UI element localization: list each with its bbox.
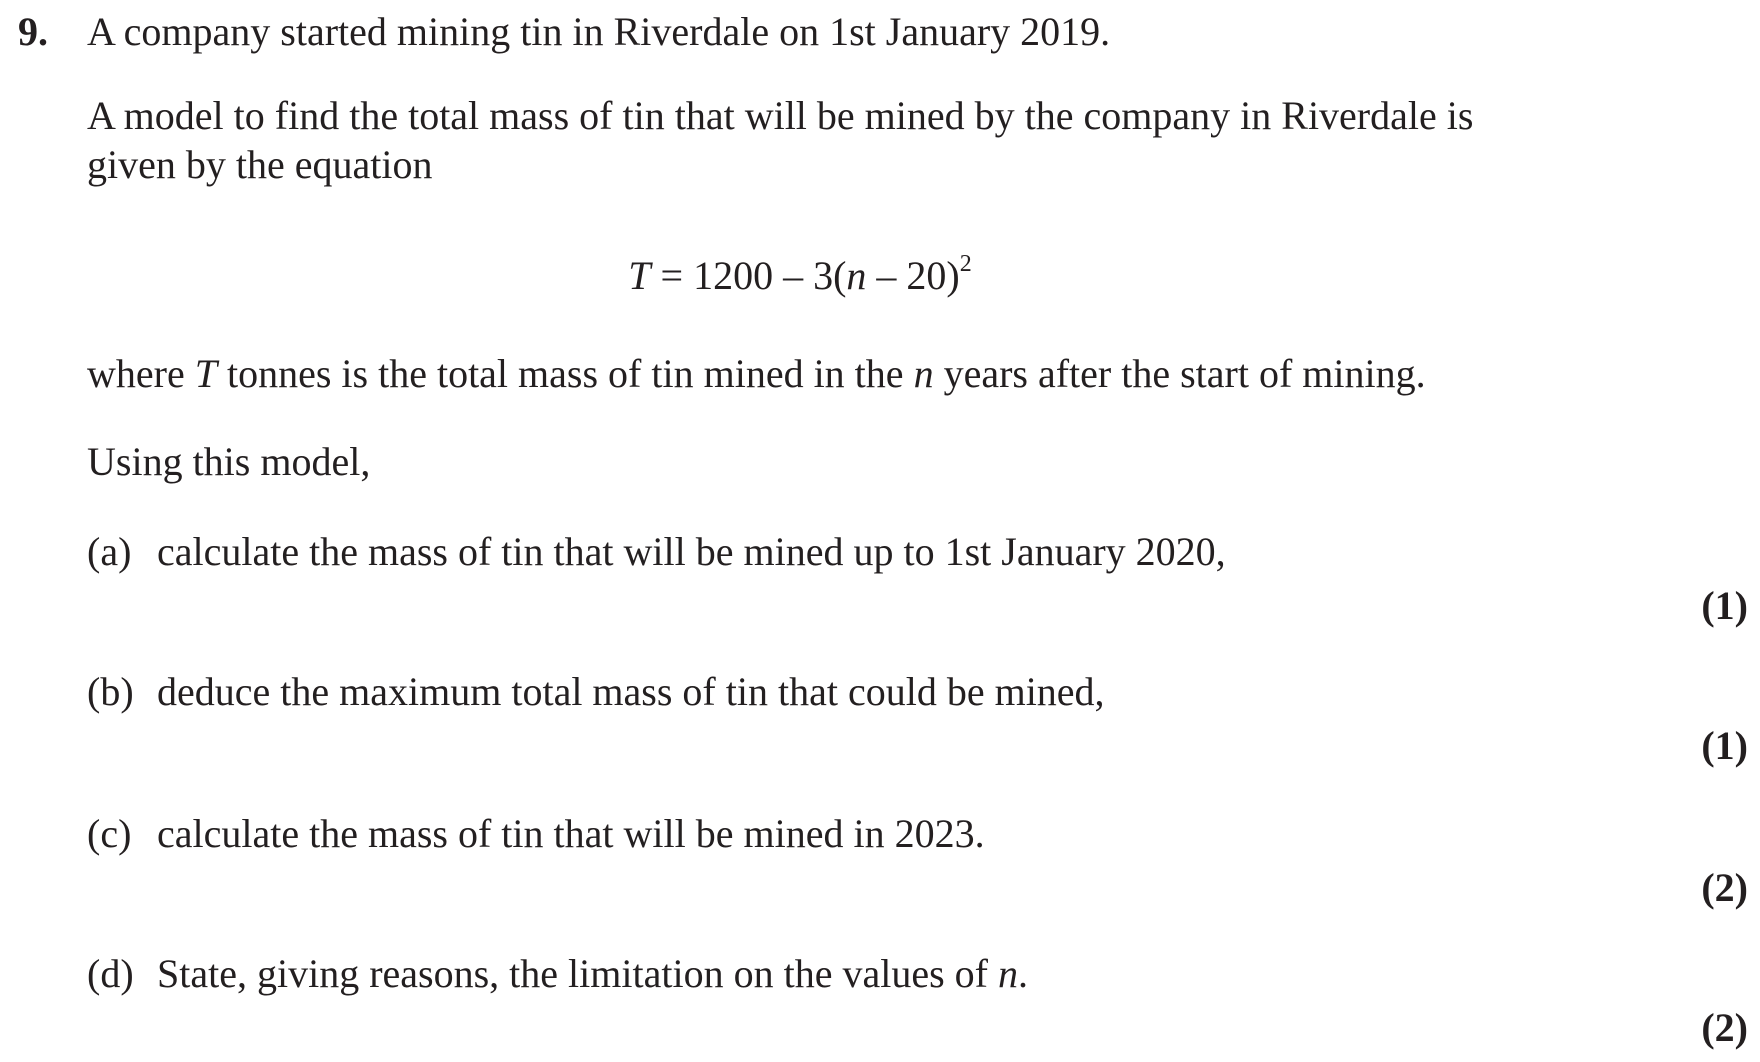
part-label: (d) (87, 951, 134, 996)
part-label: (c) (87, 811, 132, 856)
part-d-end: . (1017, 951, 1028, 996)
part-c (87, 810, 985, 858)
model-text-line1: A model to find the total mass of tin that will be mined by the company in Riverdale is (87, 93, 1474, 138)
part-d (87, 950, 1028, 998)
where-part3: years after the start of mining. (933, 351, 1426, 396)
equation-rhs-b: – 20) (866, 253, 960, 298)
equation-exponent: 2 (959, 251, 972, 277)
question-number: 9. (18, 9, 48, 54)
part-a-marks: (1) (1701, 583, 1748, 628)
part-text: deduce the maximum total mass of tin that could be mined, (157, 669, 1105, 714)
part-d-marks: (2) (1701, 1005, 1748, 1050)
intro-text: A company started mining tin in Riverdale on 1st January 2019. (87, 9, 1111, 54)
where-text (87, 350, 1426, 398)
part-label: (a) (87, 529, 132, 574)
part-a (87, 528, 1226, 576)
part-d-var-n: n (997, 951, 1018, 996)
part-b-marks: (1) (1701, 723, 1748, 768)
where-var-t: T (194, 351, 217, 396)
model-equation (0, 252, 1600, 300)
where-part1: where (87, 351, 195, 396)
part-text: calculate the mass of tin that will be mined up to 1st January 2020, (157, 529, 1226, 574)
where-var-n: n (913, 351, 934, 396)
using-text: Using this model, (87, 439, 371, 484)
model-text-line2: given by the equation (87, 142, 433, 187)
where-part2: tonnes is the total mass of tin mined in the (216, 351, 914, 396)
equation-rhs-a: = 1200 – 3( (650, 253, 847, 298)
part-text: calculate the mass of tin that will be mined in 2023. (157, 811, 985, 856)
equation-var-n: n (846, 253, 867, 298)
part-text: State, giving reasons, the limitation on the values of (157, 951, 998, 996)
part-c-marks: (2) (1701, 865, 1748, 910)
equation-var-t: T (628, 253, 651, 298)
part-b (87, 668, 1105, 716)
part-label: (b) (87, 669, 134, 714)
